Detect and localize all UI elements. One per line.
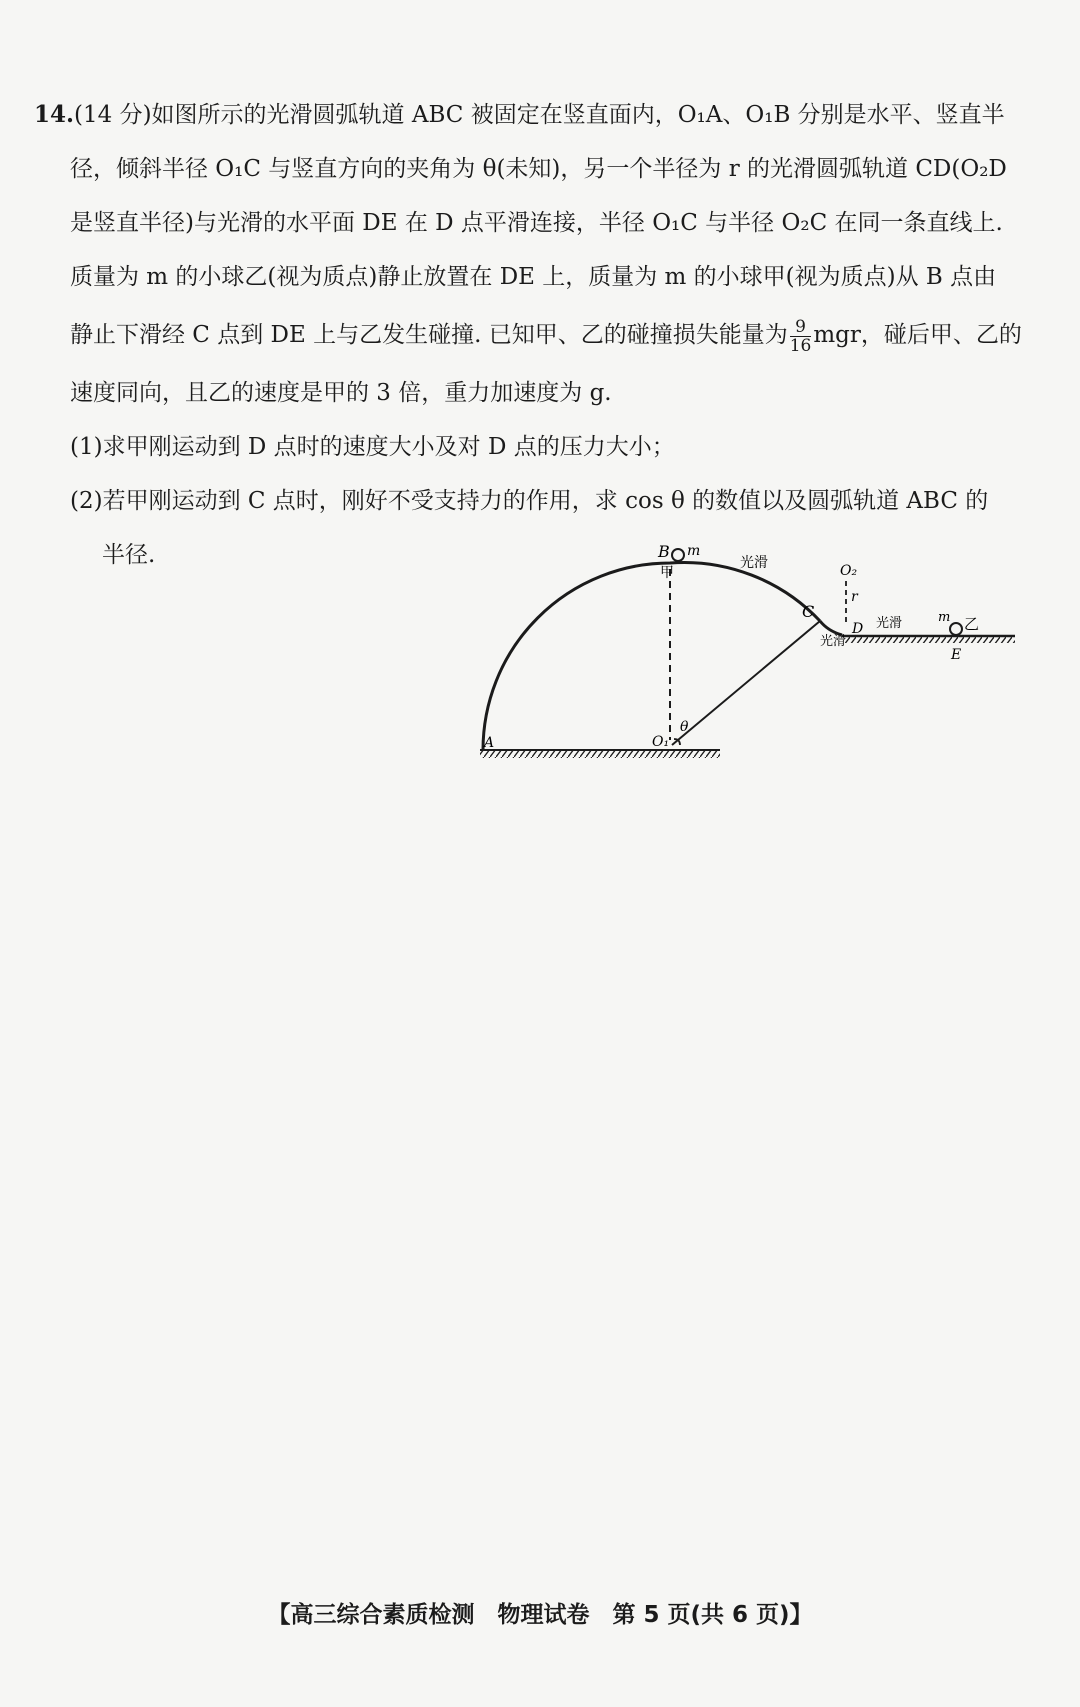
radius-o1c [672,621,820,745]
problem-line-3: 是竖直半径)与光滑的水平面 DE 在 D 点平滑连接，半径 O₁C 与半径 O₂C 在同一条直线上. [70,210,1003,236]
ball-yi [950,623,962,635]
problem-line-6: 速度同向，且乙的速度是甲的 3 倍，重力加速度为 g. [70,380,612,406]
label-a: A [484,735,495,751]
question-2-continued: 半径. [102,542,156,568]
problem-line-4: 质量为 m 的小球乙(视为质点)静止放置在 DE 上，质量为 m 的小球甲(视为质点)从 B 点由 [70,264,997,290]
label-smooth-3: 光滑 [820,634,847,649]
label-d: D [852,621,864,637]
ball-jia [672,549,684,561]
label-m-top: m [687,543,701,559]
label-c: C [802,602,815,621]
label-jia: 甲 [660,565,674,581]
label-r: r [851,589,858,605]
page-footer: 【高三综合素质检测 物理试卷 第 5 页(共 6 页)】 [267,1602,813,1628]
label-smooth-1: 光滑 [740,555,768,571]
problem-line-2: 径，倾斜半径 O₁C 与竖直方向的夹角为 θ(未知)，另一个半径为 r 的光滑圆弧轨道 CD(O₂D [70,156,1007,182]
label-b: B [658,542,670,561]
label-yi: 乙 [964,615,980,633]
track-diagram [484,525,1030,765]
label-o1: O₁ [652,734,670,750]
energy-fraction: $\frac{9}{16}$ [789,316,812,356]
label-o2: O₂ [840,563,858,579]
problem-line-5: 静止下滑经 C 点到 DE 上与乙发生碰撞. 已知甲、乙的碰撞损失能量为 $\frac{9}{16}$ mgr，碰后甲、乙的 [70,316,1022,356]
floor-de [842,636,1015,643]
arc-cd [820,621,842,635]
label-smooth-2: 光滑 [876,616,903,631]
label-m-right: m [938,610,951,625]
label-theta: θ [680,719,689,735]
question-number: 14. [34,101,75,128]
question-2: (2)若甲刚运动到 C 点时，刚好不受支持力的作用，求 cos θ 的数值以及圆弧轨道 ABC 的 [70,488,989,514]
label-e: E [951,647,962,663]
arc-abc [483,562,820,750]
question-1: (1)求甲刚运动到 D 点时的速度大小及对 D 点的压力大小； [70,434,675,460]
ground-left [480,750,720,758]
problem-line-1: 14.(14 分)如图所示的光滑圆弧轨道 ABC 被固定在竖直面内，O₁A、O₁B 分别是水平、竖直半 [34,101,1005,128]
problem-14 [34,88,1024,582]
